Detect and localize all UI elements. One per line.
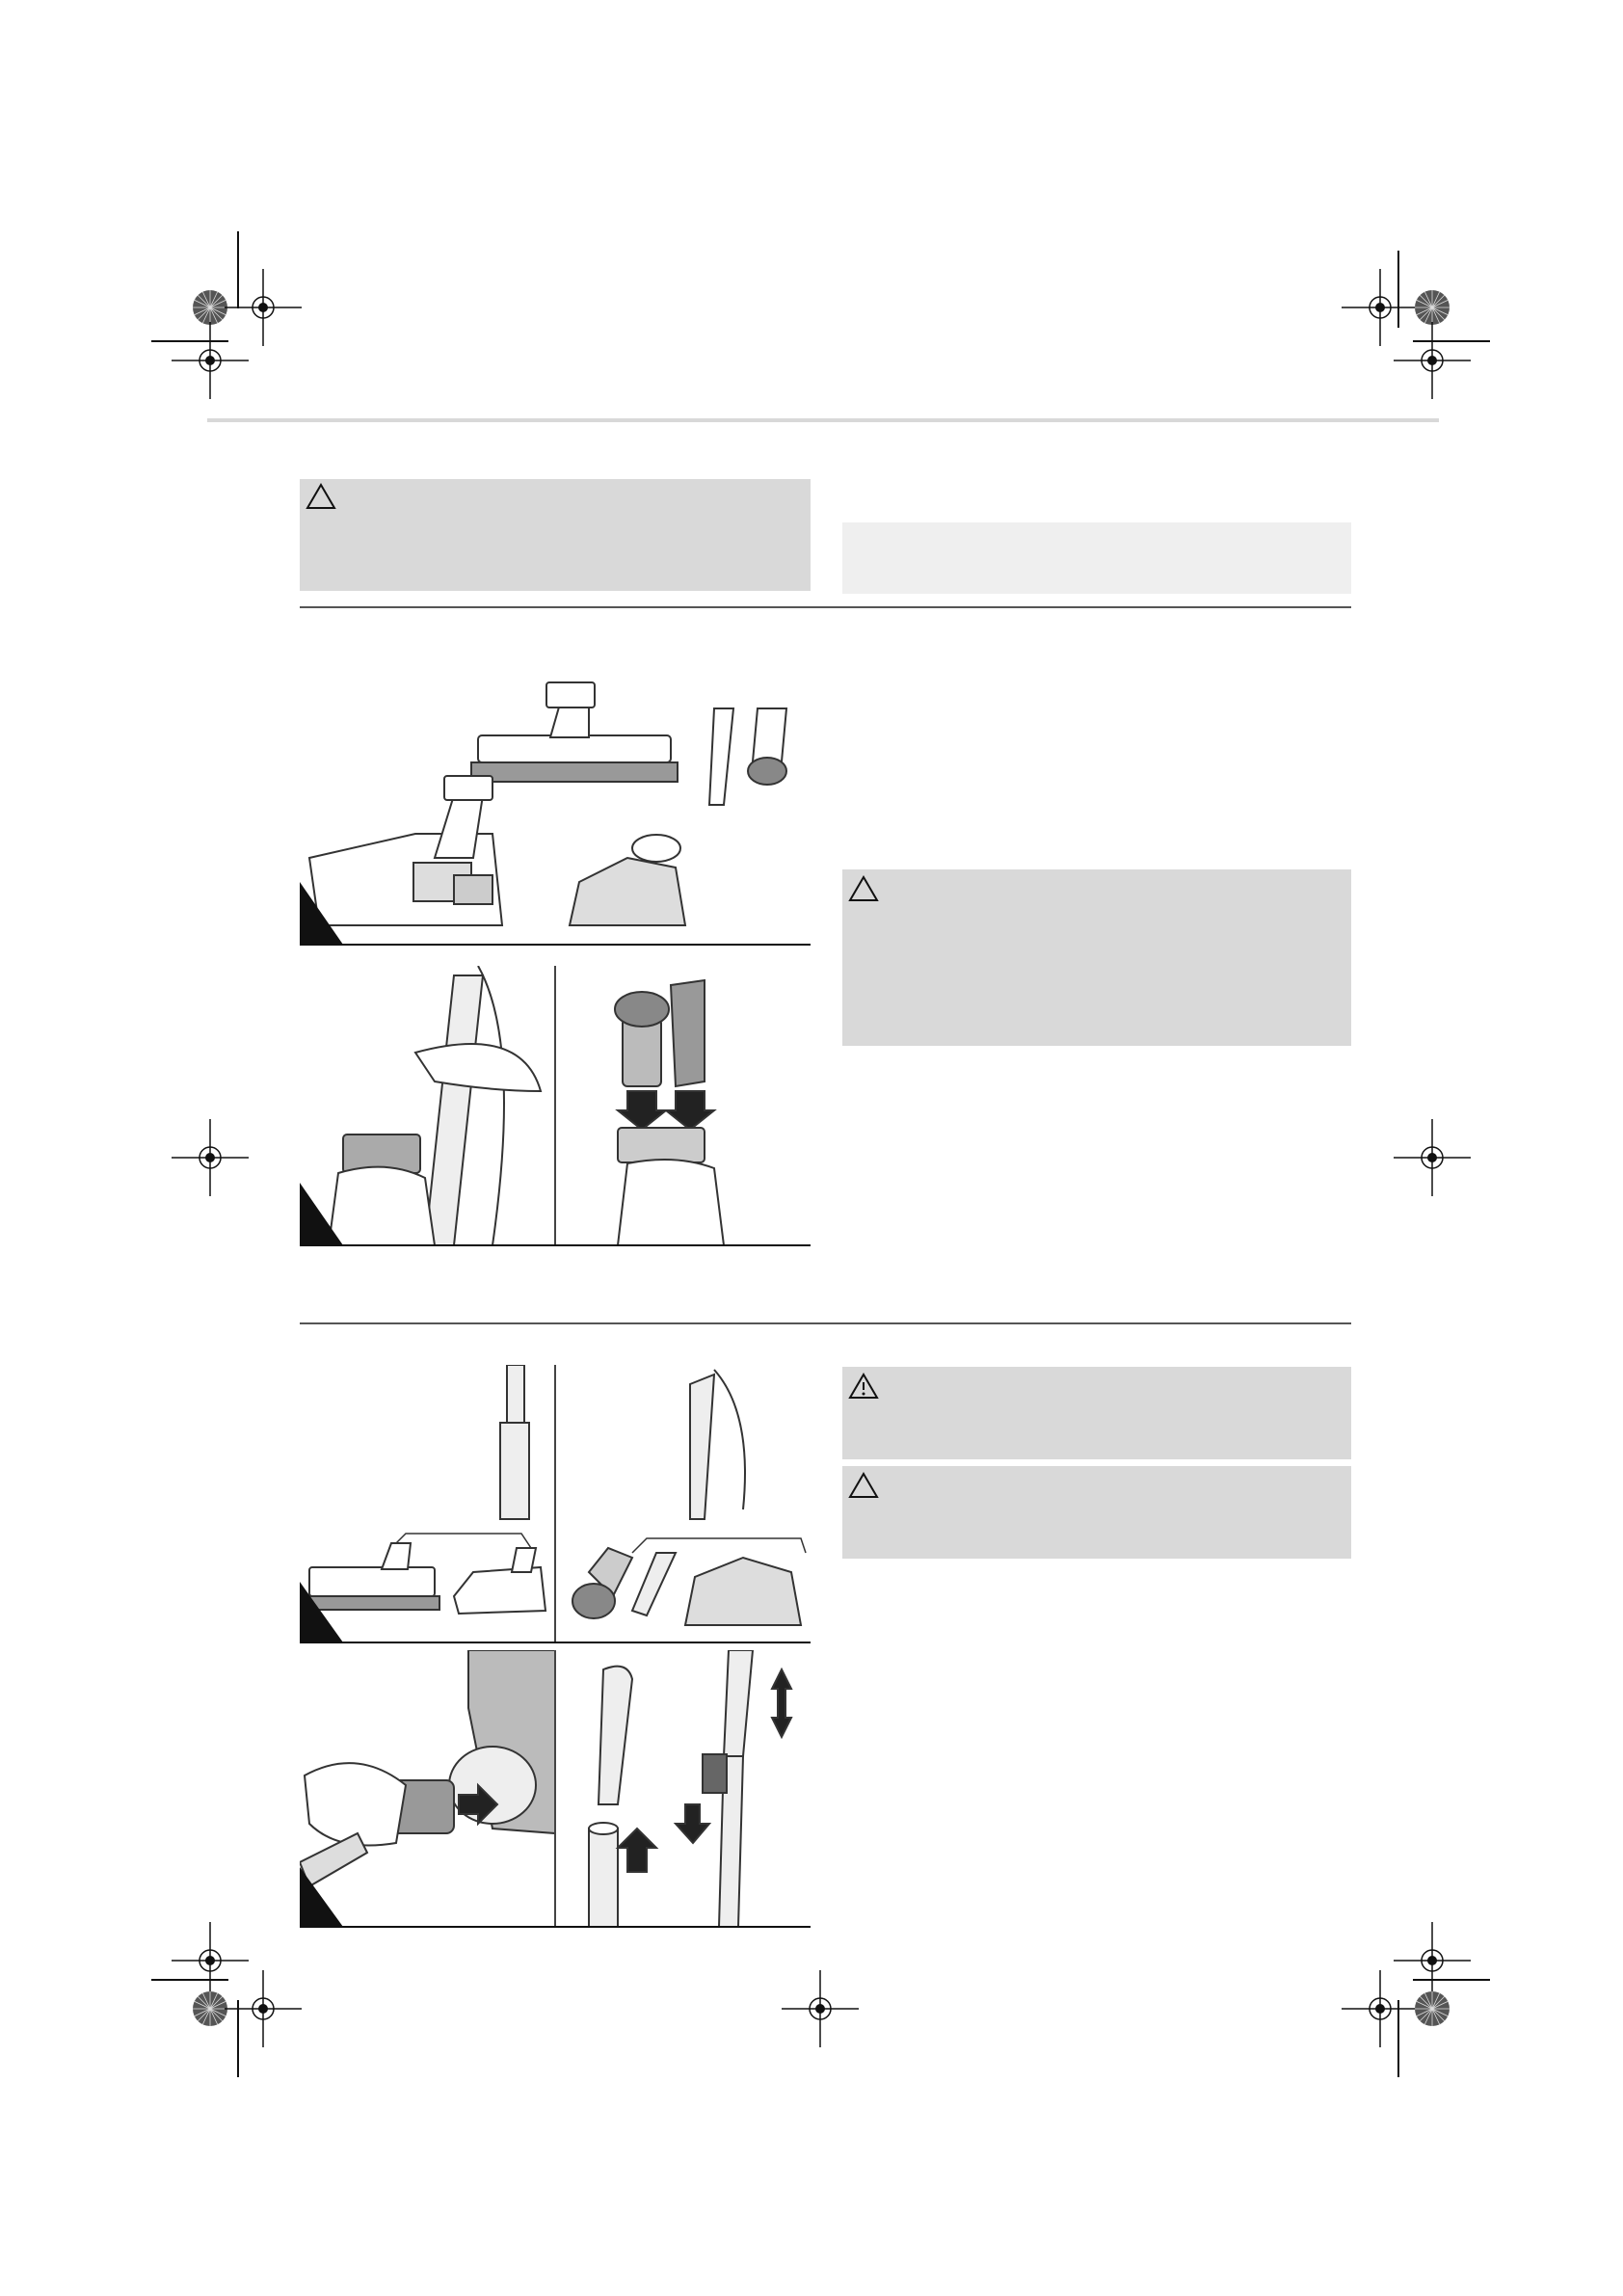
registration-target-solid-bottom-right — [1413, 1989, 1451, 2028]
trim-line-bottom-left-h — [151, 1979, 228, 1981]
figure-4-baseline — [300, 1926, 811, 1928]
corrugated-hose — [300, 1833, 367, 1886]
floor-nozzle-small — [454, 1548, 545, 1614]
figure-3-baseline — [300, 1642, 811, 1643]
leader-lines-right — [632, 1538, 806, 1553]
trim-line-top-left-h — [151, 340, 228, 342]
upholstery-brush-illustration — [748, 708, 786, 785]
handle-tube-left — [425, 966, 504, 1245]
parquet-nozzle-small — [305, 1543, 439, 1610]
trim-line-top-right-v — [1397, 251, 1399, 328]
hand-right — [618, 1160, 724, 1245]
holder-clip-right — [618, 1128, 705, 1162]
warning-note-box-lower-2 — [842, 1466, 1351, 1559]
registration-crosshair-bottom-right-b — [1342, 1970, 1419, 2047]
caution-note-box-middle — [842, 869, 1351, 1046]
telescopic-tube — [500, 1365, 529, 1519]
registration-crosshair-top-left-b — [172, 322, 249, 399]
crevice-small — [632, 1553, 676, 1615]
brush-small — [572, 1548, 632, 1618]
figure-2-baseline — [300, 1244, 811, 1246]
telescopic-adjust-tube — [676, 1650, 791, 1927]
turbo-brush-illustration — [570, 835, 685, 925]
trim-line-bottom-left-v — [237, 2000, 239, 2077]
caution-note-box-lower-1 — [842, 1367, 1351, 1459]
section-rule-2 — [300, 1322, 1351, 1324]
turbo-brush-small — [685, 1558, 801, 1625]
handle-right-panel — [690, 1370, 745, 1519]
registration-crosshair-mid-right — [1394, 1119, 1471, 1196]
registration-target-solid-top-left — [191, 288, 229, 327]
figure-4-divider — [554, 1650, 556, 1927]
parquet-nozzle-illustration — [471, 682, 678, 782]
registration-crosshair-bottom-center — [782, 1970, 859, 2047]
crevice-tool-illustration — [709, 708, 733, 805]
info-note-box-top-right — [842, 522, 1351, 594]
registration-crosshair-top-right-b — [1394, 322, 1471, 399]
registration-crosshair-bottom-left-b — [225, 1970, 302, 2047]
warning-note-box-top-left — [300, 479, 811, 591]
trim-line-top-left-v — [237, 231, 239, 308]
floor-nozzle-illustration — [309, 776, 502, 925]
section-rule-1 — [300, 606, 1351, 608]
registration-target-solid-bottom-left — [191, 1989, 229, 2028]
crevice-with-arrow — [666, 980, 714, 1130]
registration-target-solid-top-right — [1413, 288, 1451, 327]
hand-hose — [305, 1763, 406, 1845]
figure-1-baseline — [300, 944, 811, 946]
leader-lines-left — [391, 1534, 531, 1548]
brush-with-arrow — [615, 992, 669, 1130]
warning-triangle-icon — [848, 1472, 879, 1499]
figure-2-divider — [554, 966, 556, 1245]
caution-exclamation-triangle-icon — [848, 1373, 879, 1400]
warning-triangle-icon — [848, 875, 879, 902]
figure-3-divider — [554, 1365, 556, 1642]
header-rule — [207, 418, 1439, 422]
registration-crosshair-mid-left — [172, 1119, 249, 1196]
figure-accessories-overview — [300, 665, 811, 945]
handle-into-tube — [589, 1667, 656, 1927]
trim-line-top-right-h — [1413, 340, 1490, 342]
warning-triangle-icon — [306, 483, 336, 510]
trim-line-bottom-right-v — [1397, 2000, 1399, 2077]
trim-line-bottom-right-h — [1413, 1979, 1490, 1981]
